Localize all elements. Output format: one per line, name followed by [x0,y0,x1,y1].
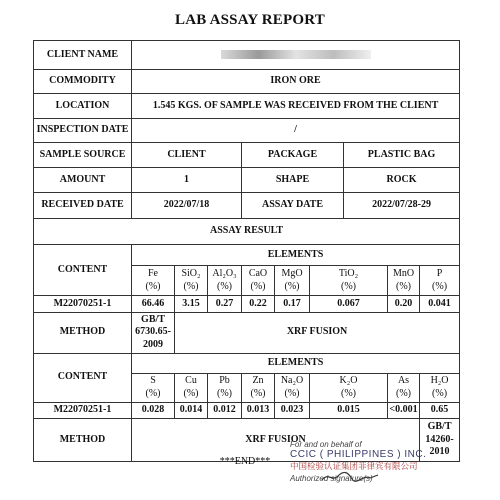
result-cell: 66.46 [132,296,175,312]
result-cell: 0.013 [242,402,275,418]
block1-method-name: XRF FUSION [175,312,460,353]
inspection-date-value: / [132,118,460,143]
location-label: LOCATION [34,94,132,119]
block2-elements-row [34,353,460,373]
result-cell: 0.27 [208,296,242,312]
redacted-text [221,50,371,59]
package-value: PLASTIC BAG [344,143,460,168]
block2-result-row [34,402,460,418]
end-marker: ***END*** [219,456,271,467]
commodity-label: COMMODITY [34,69,132,94]
element-header: Cu (%) [175,373,208,402]
company-name-en: CCIC ( PHILIPPINES ) INC. [290,449,427,460]
element-header: SiO₂ (%) [175,265,208,296]
signature-icon [320,470,380,484]
row-assay-result [34,218,460,245]
block1-elements-row [34,245,460,265]
element-header: Al₂O₃ (%) [208,265,242,296]
package-label: PACKAGE [242,143,344,168]
row-received-date [34,193,460,219]
company-stamp [290,440,450,496]
assay-report-table [33,40,460,462]
element-header: As (%) [388,373,420,402]
element-header: MgO (%) [275,265,310,296]
assay-result-heading: ASSAY RESULT [34,218,460,245]
row-commodity [34,69,460,94]
row-sample-source [34,143,460,168]
block1-elements-heading: ELEMENTS [132,245,460,265]
block2-method-name: XRF FUSION [132,418,420,461]
result-cell: 0.20 [388,296,420,312]
company-name-cn: 中国检验认证集团菲律宾有限公司 [290,461,418,471]
block2-method-standard: GB/T 14260-2010 [420,418,460,461]
block1-content-label: CONTENT [34,245,132,296]
inspection-date-label: INSPECTION DATE [34,118,132,143]
result-cell: 0.015 [310,402,388,418]
result-cell: 0.041 [420,296,460,312]
element-header: K₂O (%) [310,373,388,402]
result-cell: 0.028 [132,402,175,418]
result-cell: 0.067 [310,296,388,312]
element-header: P (%) [420,265,460,296]
sample-id: M22070251-1 [34,402,132,418]
block1-result-row [34,296,460,312]
element-header: CaO (%) [242,265,275,296]
row-amount [34,167,460,193]
result-cell: 0.014 [175,402,208,418]
row-client-name [34,41,460,70]
assay-date-label: ASSAY DATE [242,193,344,219]
sample-id: M22070251-1 [34,296,132,312]
report-title: LAB ASSAY REPORT [175,12,325,28]
received-date-value: 2022/07/18 [132,193,242,219]
received-date-label: RECEIVED DATE [34,193,132,219]
row-location [34,94,460,119]
block2-elements-heading: ELEMENTS [132,353,460,373]
result-cell: 0.023 [275,402,310,418]
amount-label: AMOUNT [34,167,132,193]
behalf-text: For and on behalf of [290,440,362,449]
sample-source-label: SAMPLE SOURCE [34,143,132,168]
result-cell: 0.65 [420,402,460,418]
element-header: Zn (%) [242,373,275,402]
client-name-label: CLIENT NAME [34,41,132,70]
block1-method-row [34,312,460,353]
client-name-value [132,41,460,70]
authorized-signature-label: Authorized signature(s) [290,474,373,483]
shape-value: ROCK [344,167,460,193]
location-value: 1.545 KGS. OF SAMPLE WAS RECEIVED FROM THE CLIENT [132,94,460,119]
commodity-value: IRON ORE [132,69,460,94]
element-header: S (%) [132,373,175,402]
result-cell: 3.15 [175,296,208,312]
result-cell: 0.17 [275,296,310,312]
element-header: Na₂O (%) [275,373,310,402]
sample-source-value: CLIENT [132,143,242,168]
element-header: Fe (%) [132,265,175,296]
block1-method-label: METHOD [34,312,132,353]
result-cell: 0.22 [242,296,275,312]
block1-method-standard: GB/T 6730.65-2009 [132,312,175,353]
row-inspection-date [34,118,460,143]
amount-value: 1 [132,167,242,193]
element-header: H₂O (%) [420,373,460,402]
result-cell: <0.001 [388,402,420,418]
assay-date-value: 2022/07/28-29 [344,193,460,219]
block2-method-label: METHOD [34,418,132,461]
result-cell: 0.012 [208,402,242,418]
element-header: MnO (%) [388,265,420,296]
element-header: Pb (%) [208,373,242,402]
shape-label: SHAPE [242,167,344,193]
element-header: TiO₂ (%) [310,265,388,296]
block2-content-label: CONTENT [34,353,132,402]
